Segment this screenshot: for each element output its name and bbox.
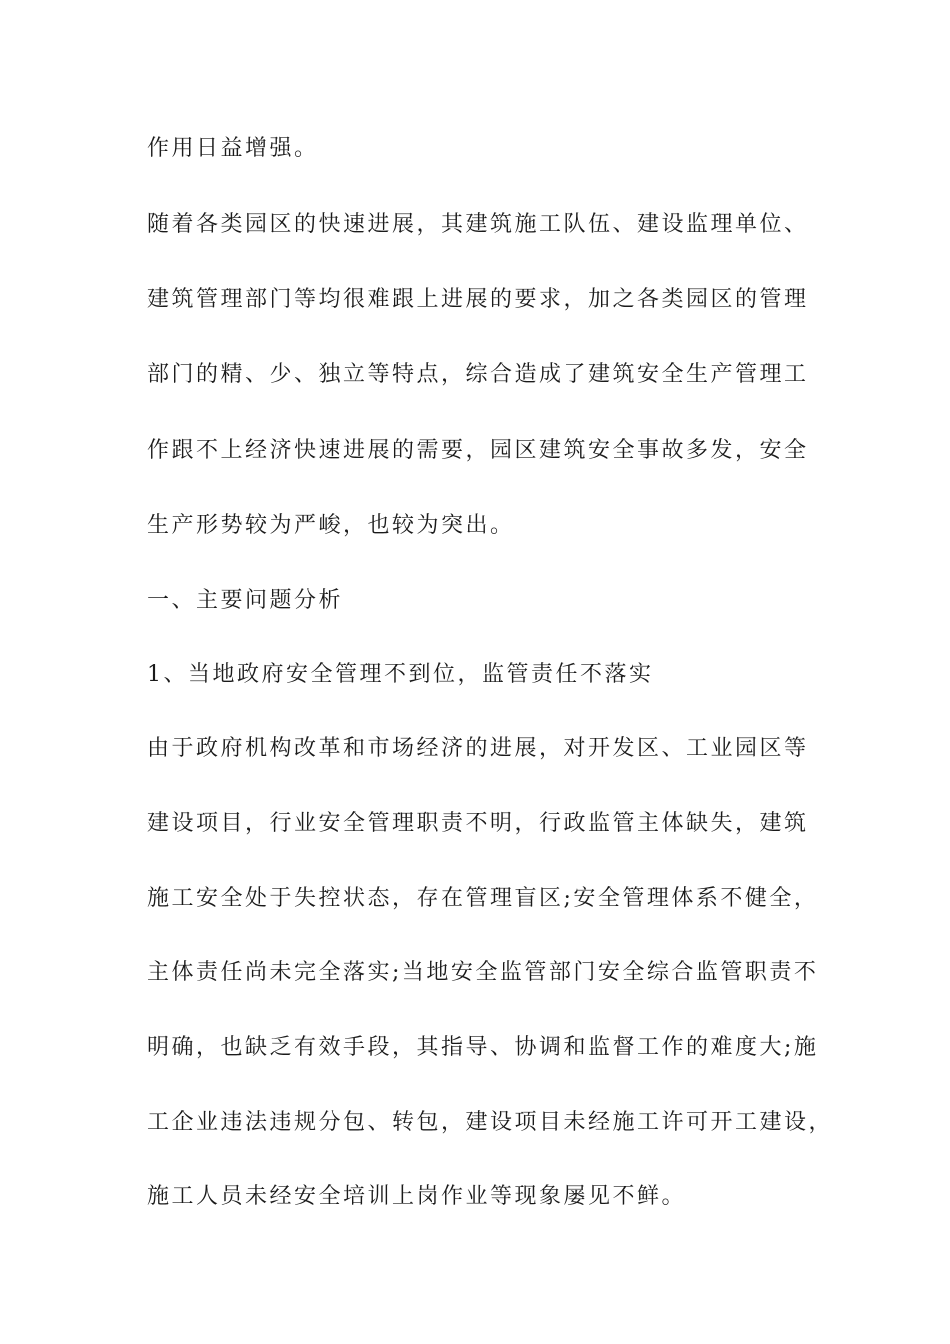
text-line: 建设项目，行业安全管理职责不明，行政监管主体缺失，建筑 <box>147 811 809 836</box>
text-line: 由于政府机构改革和市场经济的进展，对开发区、工业园区等 <box>147 736 809 761</box>
subsection-heading: 1、当地政府安全管理不到位，监管责任不落实 <box>147 662 654 687</box>
text-line: 施工人员未经安全培训上岗作业等现象屡见不鲜。 <box>147 1184 687 1209</box>
text-line: 施工安全处于失控状态，存在管理盲区;安全管理体系不健全， <box>147 886 819 911</box>
text-line: 主体责任尚未完全落实;当地安全监管部门安全综合监管职责不 <box>147 960 819 985</box>
text-line: 作跟不上经济快速进展的需要，园区建筑安全事故多发，安全 <box>147 438 809 463</box>
text-line: 随着各类园区的快速进展，其建筑施工队伍、建设监理单位、 <box>147 212 809 237</box>
section-heading: 一、主要问题分析 <box>147 588 344 613</box>
text-line: 明确，也缺乏有效手段，其指导、协调和监督工作的难度大;施 <box>147 1035 819 1060</box>
text-line: 生产形势较为严峻，也较为突出。 <box>147 513 515 538</box>
text-line: 工企业违法违规分包、转包，建设项目未经施工许可开工建设， <box>147 1110 834 1135</box>
text-line: 作用日益增强。 <box>147 136 319 161</box>
text-line: 部门的精、少、独立等特点，综合造成了建筑安全生产管理工 <box>147 362 809 387</box>
text-line: 建筑管理部门等均很难跟上进展的要求，加之各类园区的管理 <box>147 287 809 312</box>
